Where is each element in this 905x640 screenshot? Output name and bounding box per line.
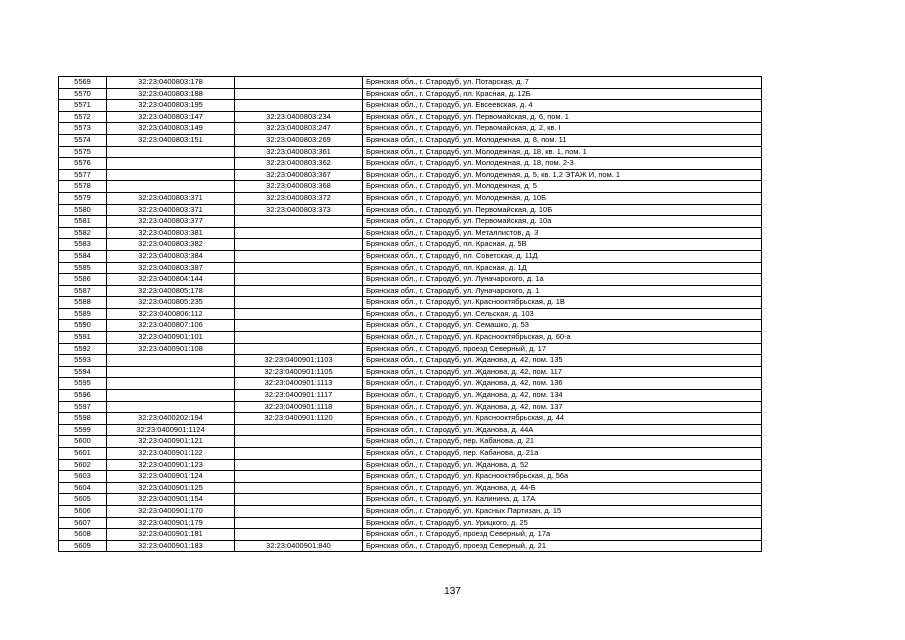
cadastral-number-primary — [107, 146, 235, 158]
address: Брянская обл., г. Стародуб, проезд Северный, д. 17 — [363, 343, 762, 355]
cadastral-number-primary: 32:23:0400901:125 — [107, 482, 235, 494]
table-row — [59, 262, 762, 274]
table-row — [59, 169, 762, 181]
table-row — [59, 158, 762, 170]
table-row — [59, 285, 762, 297]
row-number: 5582 — [59, 227, 107, 239]
cadastral-number-primary: 32:23:0400803:178 — [107, 77, 235, 89]
row-number: 5602 — [59, 459, 107, 471]
cadastral-number-secondary — [235, 227, 363, 239]
cadastral-number-primary: 32:23:0400803:188 — [107, 88, 235, 100]
table-row — [59, 320, 762, 332]
cadastral-number-secondary: 32:23:0400803:367 — [235, 169, 363, 181]
table-row — [59, 482, 762, 494]
row-number: 5601 — [59, 448, 107, 460]
cadastral-number-secondary — [235, 494, 363, 506]
row-number: 5590 — [59, 320, 107, 332]
row-number: 5580 — [59, 204, 107, 216]
address: Брянская обл., г. Стародуб, ул. Первомайская, д. 10а — [363, 216, 762, 228]
cadastral-number-primary — [107, 366, 235, 378]
cadastral-number-secondary: 32:23:0400803:247 — [235, 123, 363, 135]
property-table — [58, 76, 762, 552]
row-number: 5579 — [59, 192, 107, 204]
row-number: 5595 — [59, 378, 107, 390]
table-row — [59, 111, 762, 123]
cadastral-number-secondary — [235, 436, 363, 448]
cadastral-number-secondary: 32:23:0400901:1113 — [235, 378, 363, 390]
table-row — [59, 471, 762, 483]
address: Брянская обл., г. Стародуб, ул. Молодежная, д. 18, кв. 1, пом. 1 — [363, 146, 762, 158]
row-number: 5588 — [59, 297, 107, 309]
address: Брянская обл., г. Стародуб, ул. Жданова, д. 44А — [363, 424, 762, 436]
table-row — [59, 529, 762, 541]
table-row — [59, 540, 762, 552]
cadastral-number-primary: 32:23:0400901:121 — [107, 436, 235, 448]
cadastral-number-secondary — [235, 88, 363, 100]
row-number: 5583 — [59, 239, 107, 251]
cadastral-number-primary: 32:23:0400901:179 — [107, 517, 235, 529]
cadastral-number-secondary: 32:23:0400803:372 — [235, 192, 363, 204]
address: Брянская обл., г. Стародуб, пл. Красная, д. 5В — [363, 239, 762, 251]
row-number: 5587 — [59, 285, 107, 297]
table-row — [59, 366, 762, 378]
table-row — [59, 216, 762, 228]
cadastral-number-primary: 32:23:0400803:151 — [107, 134, 235, 146]
address: Брянская обл., г. Стародуб, ул. Жданова, д. 42, пом. 135 — [363, 355, 762, 367]
address: Брянская обл., г. Стародуб, ул. Молодежная, д. 10Б — [363, 192, 762, 204]
table-row — [59, 134, 762, 146]
table-row — [59, 355, 762, 367]
row-number: 5607 — [59, 517, 107, 529]
table-row — [59, 436, 762, 448]
cadastral-number-secondary — [235, 448, 363, 460]
row-number: 5576 — [59, 158, 107, 170]
address: Брянская обл., г. Стародуб, ул. Жданова, д. 42, пом. 137 — [363, 401, 762, 413]
row-number: 5589 — [59, 308, 107, 320]
cadastral-number-secondary: 32:23:0400901:1120 — [235, 413, 363, 425]
address: Брянская обл., г. Стародуб, ул. Металлистов, д. 3 — [363, 227, 762, 239]
table-row — [59, 181, 762, 193]
address: Брянская обл., г. Стародуб, ул. Луначарского, д. 1а — [363, 274, 762, 286]
cadastral-number-primary: 32:23:0400803:382 — [107, 239, 235, 251]
cadastral-number-primary: 32:23:0400806:112 — [107, 308, 235, 320]
cadastral-number-primary: 32:23:0400901:122 — [107, 448, 235, 460]
table-row — [59, 494, 762, 506]
address: Брянская обл., г. Стародуб, ул. Краснооктябрьская, д. 56а — [363, 471, 762, 483]
address: Брянская обл., г. Стародуб, ул. Краснооктябрьская, д. 44 — [363, 413, 762, 425]
cadastral-number-secondary: 32:23:0400803:368 — [235, 181, 363, 193]
cadastral-number-primary — [107, 378, 235, 390]
table-row — [59, 146, 762, 158]
cadastral-number-primary: 32:23:0400804:144 — [107, 274, 235, 286]
row-number: 5584 — [59, 250, 107, 262]
row-number: 5596 — [59, 390, 107, 402]
table-row — [59, 424, 762, 436]
row-number: 5578 — [59, 181, 107, 193]
table-row — [59, 390, 762, 402]
row-number: 5577 — [59, 169, 107, 181]
table-row — [59, 517, 762, 529]
row-number: 5603 — [59, 471, 107, 483]
table-row — [59, 308, 762, 320]
address: Брянская обл., г. Стародуб, ул. Урицкого, д. 25 — [363, 517, 762, 529]
cadastral-number-secondary — [235, 529, 363, 541]
cadastral-number-primary: 32:23:0400202:194 — [107, 413, 235, 425]
row-number: 5600 — [59, 436, 107, 448]
cadastral-number-secondary — [235, 517, 363, 529]
cadastral-number-secondary — [235, 77, 363, 89]
cadastral-number-secondary — [235, 471, 363, 483]
cadastral-number-secondary — [235, 216, 363, 228]
table-row — [59, 77, 762, 89]
address: Брянская обл., г. Стародуб, пл. Красная, д. 1Д — [363, 262, 762, 274]
cadastral-number-secondary — [235, 100, 363, 112]
cadastral-number-primary: 32:23:0400803:387 — [107, 262, 235, 274]
cadastral-number-primary — [107, 401, 235, 413]
row-number: 5608 — [59, 529, 107, 541]
cadastral-number-secondary: 32:23:0400803:269 — [235, 134, 363, 146]
address: Брянская обл., г. Стародуб, ул. Первомайская, д. 10Б — [363, 204, 762, 216]
cadastral-number-secondary — [235, 505, 363, 517]
table-row — [59, 332, 762, 344]
cadastral-number-primary: 32:23:0400807:106 — [107, 320, 235, 332]
table-row — [59, 100, 762, 112]
cadastral-number-secondary — [235, 424, 363, 436]
cadastral-number-secondary — [235, 343, 363, 355]
row-number: 5572 — [59, 111, 107, 123]
cadastral-number-primary: 32:23:0400803:147 — [107, 111, 235, 123]
cadastral-number-secondary: 32:23:0400901:1117 — [235, 390, 363, 402]
cadastral-number-primary: 32:23:0400901:181 — [107, 529, 235, 541]
table-row — [59, 88, 762, 100]
cadastral-number-primary: 32:23:0400901:170 — [107, 505, 235, 517]
address: Брянская обл., г. Стародуб, ул. Краснооктябрьская, д. 1В — [363, 297, 762, 309]
table-row — [59, 274, 762, 286]
address: Брянская обл., г. Стародуб, проезд Северный, д. 21 — [363, 540, 762, 552]
table-row — [59, 401, 762, 413]
address: Брянская обл., г. Стародуб, ул. Молодежная, д. 5 — [363, 181, 762, 193]
cadastral-number-secondary — [235, 297, 363, 309]
row-number: 5609 — [59, 540, 107, 552]
cadastral-number-secondary — [235, 285, 363, 297]
cadastral-number-primary: 32:23:0400901:123 — [107, 459, 235, 471]
row-number: 5605 — [59, 494, 107, 506]
row-number: 5606 — [59, 505, 107, 517]
cadastral-number-primary — [107, 158, 235, 170]
cadastral-number-primary: 32:23:0400901:101 — [107, 332, 235, 344]
row-number: 5570 — [59, 88, 107, 100]
address: Брянская обл., г. Стародуб, пер. Кабанова, д. 21а — [363, 448, 762, 460]
page-number: 137 — [444, 586, 461, 597]
cadastral-number-primary: 32:23:0400901:124 — [107, 471, 235, 483]
row-number: 5592 — [59, 343, 107, 355]
row-number: 5597 — [59, 401, 107, 413]
table-row — [59, 250, 762, 262]
address: Брянская обл., г. Стародуб, ул. Калинина, д. 17А — [363, 494, 762, 506]
row-number: 5598 — [59, 413, 107, 425]
address: Брянская обл., г. Стародуб, ул. Первомайская, д. 2, кв. I — [363, 123, 762, 135]
address: Брянская обл., г. Стародуб, ул. Жданова, д. 42, пом. 136 — [363, 378, 762, 390]
row-number: 5573 — [59, 123, 107, 135]
address: Брянская обл., г. Стародуб, пер. Кабанова, д. 21 — [363, 436, 762, 448]
cadastral-number-secondary — [235, 320, 363, 332]
address: Брянская обл., г. Стародуб, ул. Евсеевская, д. 4 — [363, 100, 762, 112]
address: Брянская обл., г. Стародуб, ул. Луначарского, д. 1 — [363, 285, 762, 297]
address: Брянская обл., г. Стародуб, ул. Сельская, д. 103 — [363, 308, 762, 320]
cadastral-number-primary — [107, 355, 235, 367]
row-number: 5586 — [59, 274, 107, 286]
table-row — [59, 297, 762, 309]
cadastral-number-secondary — [235, 482, 363, 494]
cadastral-number-primary: 32:23:0400803:195 — [107, 100, 235, 112]
cadastral-number-primary: 32:23:0400901:1124 — [107, 424, 235, 436]
row-number: 5593 — [59, 355, 107, 367]
cadastral-number-secondary: 32:23:0400901:840 — [235, 540, 363, 552]
cadastral-number-secondary: 32:23:0400901:1105 — [235, 366, 363, 378]
table-row — [59, 459, 762, 471]
cadastral-number-secondary: 32:23:0400901:1103 — [235, 355, 363, 367]
table-row — [59, 378, 762, 390]
address: Брянская обл., г. Стародуб, ул. Жданова, д. 42, пом. 134 — [363, 390, 762, 402]
address: Брянская обл., г. Стародуб, ул. Семашко, д. 53 — [363, 320, 762, 332]
address: Брянская обл., г. Стародуб, ул. Молодежная, д. 18, пом. 2-3 — [363, 158, 762, 170]
row-number: 5585 — [59, 262, 107, 274]
table-row — [59, 239, 762, 251]
table-row — [59, 123, 762, 135]
table-row — [59, 343, 762, 355]
row-number: 5604 — [59, 482, 107, 494]
cadastral-number-secondary: 32:23:0400803:361 — [235, 146, 363, 158]
address: Брянская обл., г. Стародуб, ул. Потарская, д. 7 — [363, 77, 762, 89]
address: Брянская обл., г. Стародуб, пл. Красная, д. 12Б — [363, 88, 762, 100]
cadastral-number-secondary: 32:23:0400803:362 — [235, 158, 363, 170]
row-number: 5575 — [59, 146, 107, 158]
cadastral-number-primary: 32:23:0400803:381 — [107, 227, 235, 239]
row-number: 5571 — [59, 100, 107, 112]
cadastral-number-secondary — [235, 274, 363, 286]
cadastral-number-secondary: 32:23:0400901:1118 — [235, 401, 363, 413]
address: Брянская обл., г. Стародуб, ул. Жданова, д. 52 — [363, 459, 762, 471]
table-body — [59, 77, 762, 552]
table-row — [59, 204, 762, 216]
table-row — [59, 505, 762, 517]
address: Брянская обл., г. Стародуб, ул. Жданова, д. 42, пом. 117 — [363, 366, 762, 378]
address: Брянская обл., г. Стародуб, ул. Первомайская, д. 6, пом. 1 — [363, 111, 762, 123]
address: Брянская обл., г. Стародуб, ул. Жданова, д. 44-Б — [363, 482, 762, 494]
cadastral-number-secondary — [235, 250, 363, 262]
cadastral-number-secondary — [235, 459, 363, 471]
cadastral-number-secondary — [235, 308, 363, 320]
cadastral-number-primary: 32:23:0400803:384 — [107, 250, 235, 262]
cadastral-number-primary: 32:23:0400805:235 — [107, 297, 235, 309]
cadastral-number-secondary — [235, 332, 363, 344]
cadastral-number-secondary — [235, 239, 363, 251]
row-number: 5594 — [59, 366, 107, 378]
table-row — [59, 448, 762, 460]
cadastral-number-primary — [107, 181, 235, 193]
row-number: 5574 — [59, 134, 107, 146]
row-number: 5591 — [59, 332, 107, 344]
cadastral-number-primary: 32:23:0400803:149 — [107, 123, 235, 135]
cadastral-number-primary: 32:23:0400803:371 — [107, 204, 235, 216]
table-row — [59, 227, 762, 239]
address: Брянская обл., г. Стародуб, ул. Молодежная, д. 5, кв. 1,2 ЭТАЖ И, пом. 1 — [363, 169, 762, 181]
cadastral-number-primary: 32:23:0400803:371 — [107, 192, 235, 204]
address: Брянская обл., г. Стародуб, проезд Северный, д. 17а — [363, 529, 762, 541]
table-row — [59, 413, 762, 425]
row-number: 5599 — [59, 424, 107, 436]
address: Брянская обл., г. Стародуб, ул. Молодежная, д. 8, пом. 11 — [363, 134, 762, 146]
address: Брянская обл., г. Стародуб, ул. Краснооктябрьская, д. 60-а — [363, 332, 762, 344]
cadastral-number-primary: 32:23:0400803:377 — [107, 216, 235, 228]
cadastral-number-primary — [107, 390, 235, 402]
address: Брянская обл., г. Стародуб, пл. Советская, д. 11Д — [363, 250, 762, 262]
cadastral-number-primary: 32:23:0400805:178 — [107, 285, 235, 297]
row-number: 5569 — [59, 77, 107, 89]
table-row — [59, 192, 762, 204]
cadastral-number-primary — [107, 169, 235, 181]
cadastral-number-primary: 32:23:0400901:183 — [107, 540, 235, 552]
address: Брянская обл., г. Стародуб, ул. Красных Партизан, д. 15 — [363, 505, 762, 517]
cadastral-number-primary: 32:23:0400901:154 — [107, 494, 235, 506]
cadastral-number-secondary — [235, 262, 363, 274]
row-number: 5581 — [59, 216, 107, 228]
cadastral-number-secondary: 32:23:0400803:373 — [235, 204, 363, 216]
cadastral-number-secondary: 32:23:0400803:234 — [235, 111, 363, 123]
cadastral-number-primary: 32:23:0400901:108 — [107, 343, 235, 355]
